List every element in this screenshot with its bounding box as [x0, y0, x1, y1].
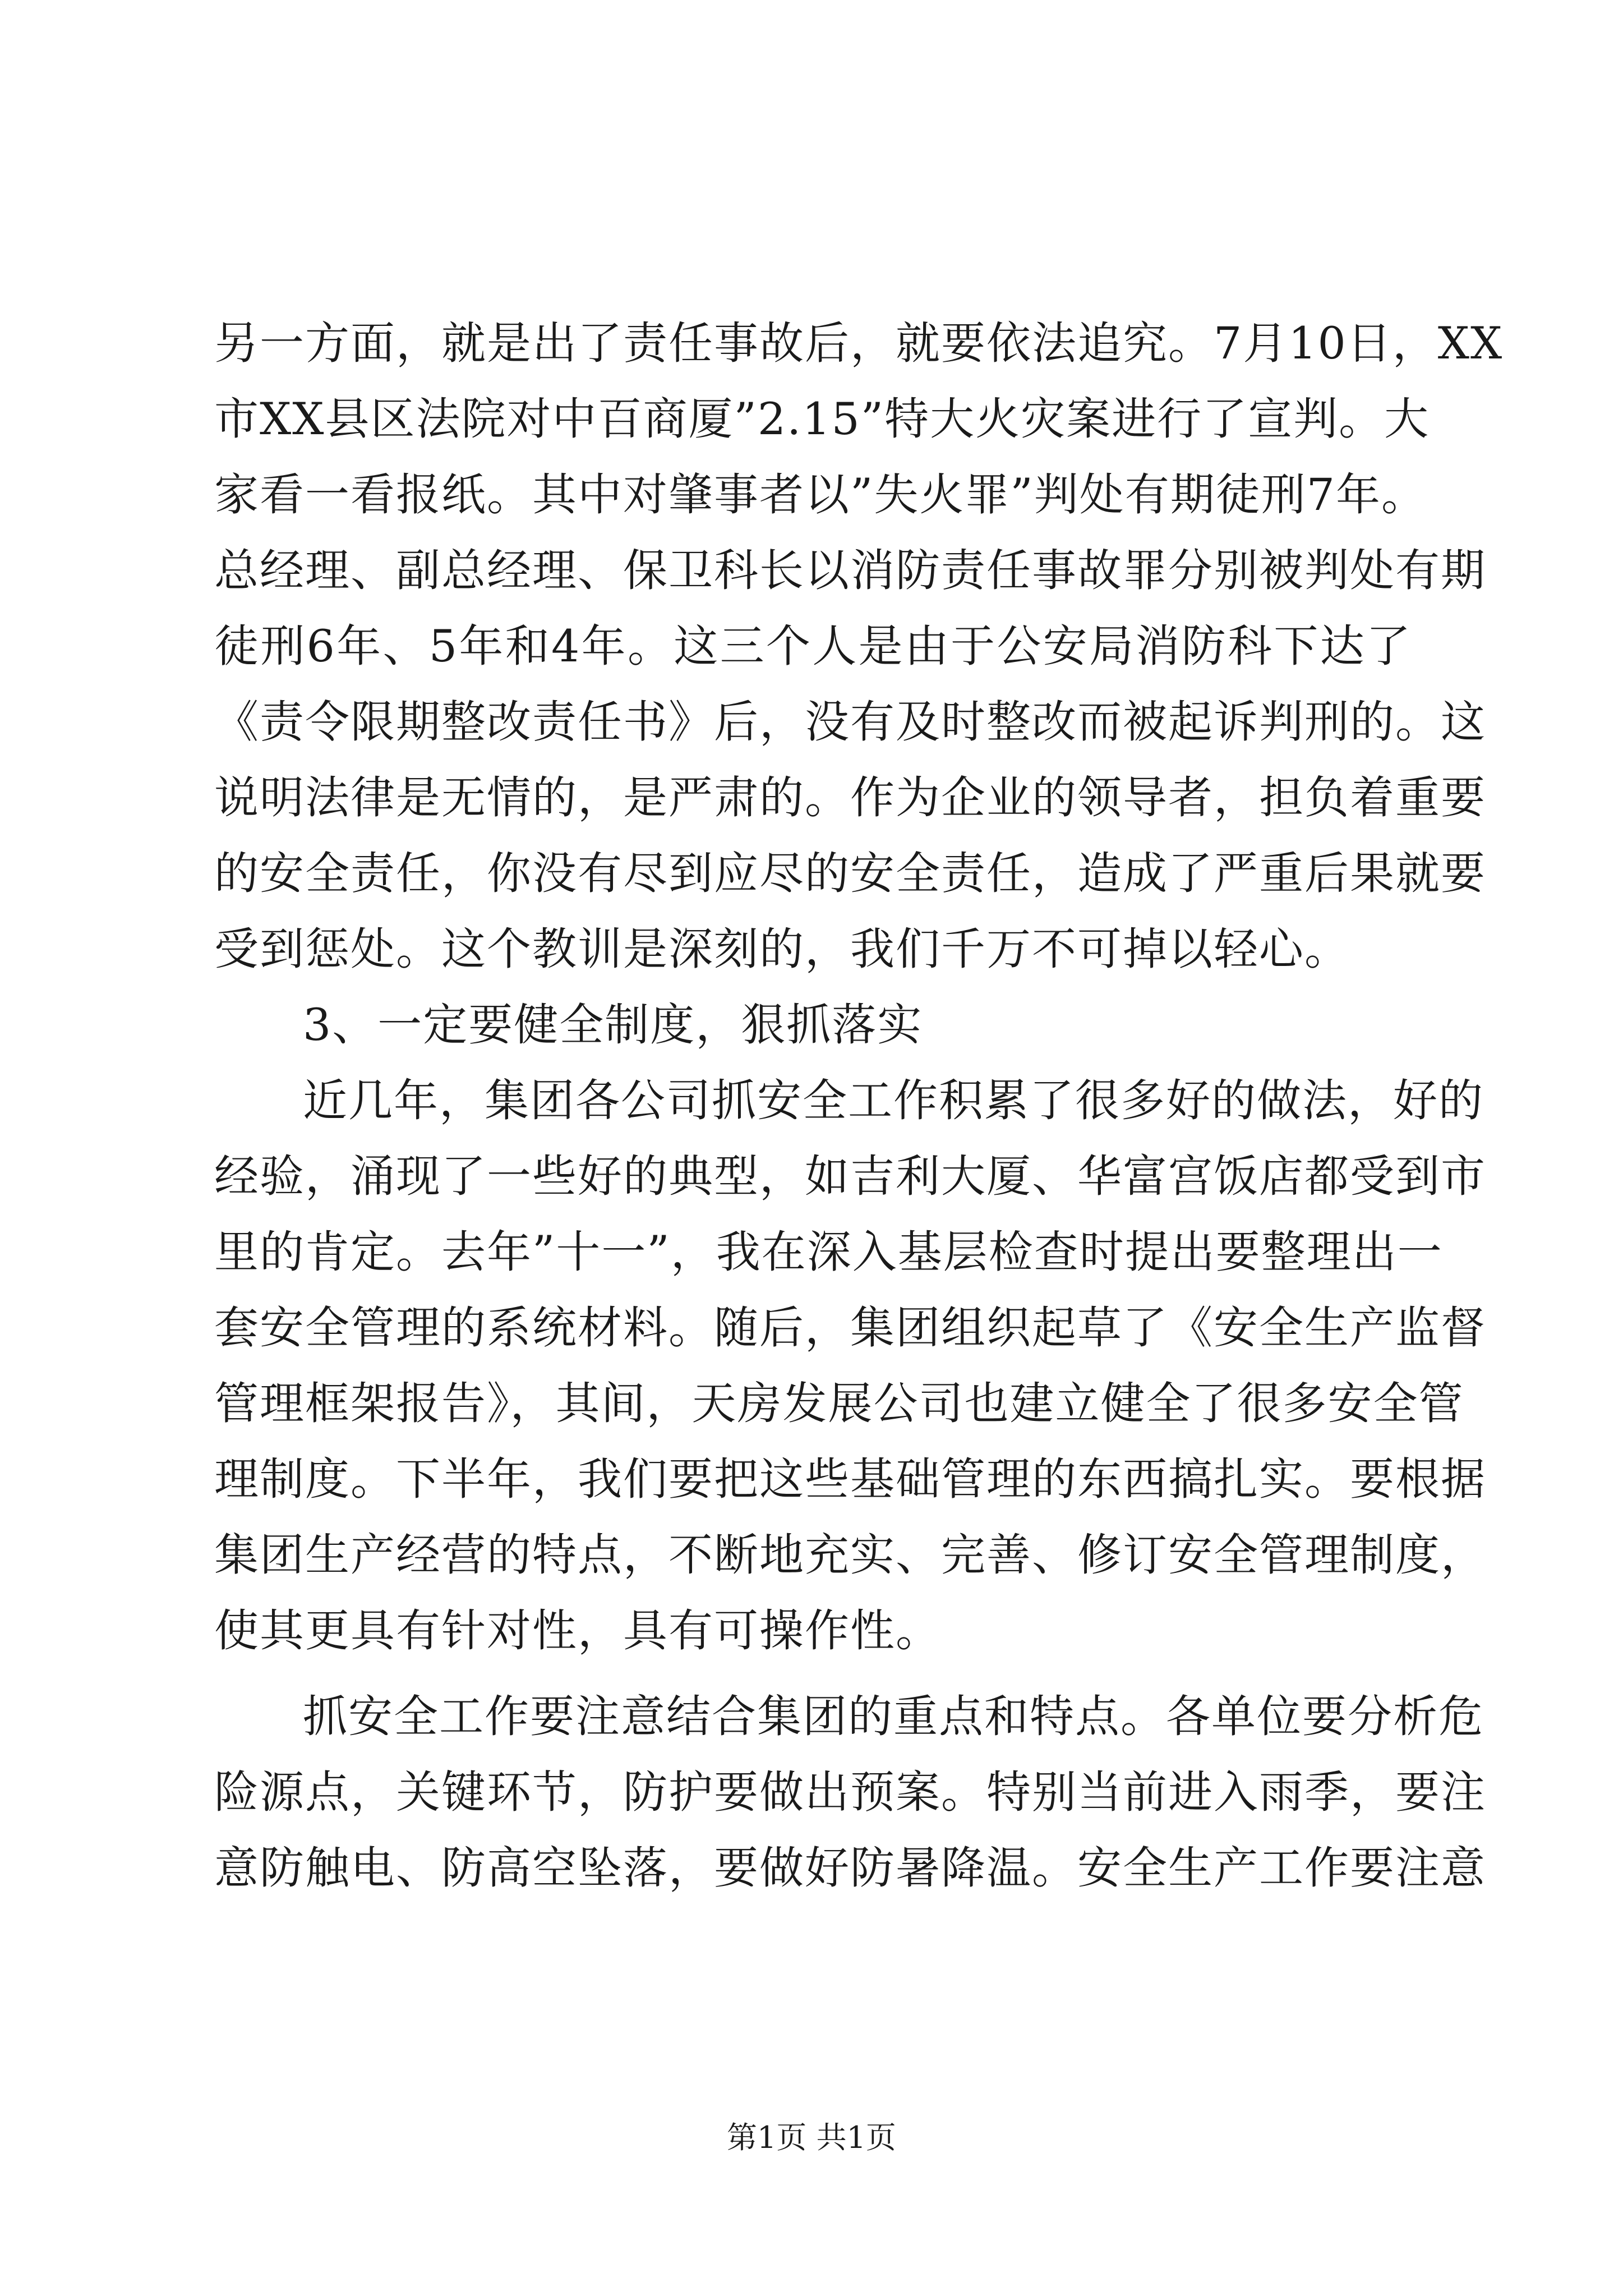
paragraph-line: 险源点，关键环节，防护要做出预案。特别当前进入雨季，要注 [214, 1766, 1486, 1818]
paragraph-line: 另一方面，就是出了责任事故后，就要依法追究。7月10日，XX [214, 318, 1504, 369]
paragraph-line: 套安全管理的系统材料。随后，集团组织起草了《安全生产监督 [214, 1302, 1486, 1354]
paragraph-line: 《责令限期整改责任书》后，没有及时整改而被起诉判刑的。这 [214, 696, 1486, 748]
paragraph-line: 经验，涌现了一些好的典型，如吉利大厦、华富宫饭店都受到市 [214, 1151, 1486, 1202]
paragraph-line: 徒刑6年、5年和4年。这三个人是由于公安局消防科下达了 [214, 620, 1412, 672]
paragraph-line: 意防触电、防高空坠落，要做好防暑降温。安全生产工作要注意 [214, 1842, 1486, 1894]
paragraph-line: 使其更具有针对性，具有可操作性。 [214, 1605, 941, 1657]
document-body [214, 306, 1504, 1906]
paragraph-line: 理制度。下半年，我们要把这些基础管理的东西搞扎实。要根据 [214, 1453, 1486, 1505]
paragraph-line: 的安全责任，你没有尽到应尽的安全责任，造成了严重后果就要 [214, 848, 1486, 899]
paragraph-line: 受到惩处。这个教训是深刻的，我们千万不可掉以轻心。 [214, 923, 1350, 975]
section-heading: 3、一定要健全制度，狠抓落实 [303, 999, 923, 1051]
paragraph-line: 里的肯定。去年”十一”，我在深入基层检查时提出要整理出一 [214, 1226, 1443, 1278]
page-number-footer: 第1页 共1页 [727, 2120, 896, 2155]
paragraph-line: 市XX县区法院对中百商厦”2.15”特大火灾案进行了宣判。大 [214, 393, 1430, 445]
paragraph-line: 家看一看报纸。其中对肇事者以”失火罪”判处有期徒刑7年。 [214, 469, 1427, 521]
paragraph-line: 管理框架报告》，其间，天房发展公司也建立健全了很多安全管 [214, 1378, 1464, 1429]
paragraph-line: 抓安全工作要注意结合集团的重点和特点。各单位要分析危 [303, 1691, 1484, 1742]
paragraph-line: 说明法律是无情的，是严肃的。作为企业的领导者，担负着重要 [214, 772, 1486, 823]
paragraph-line: 总经理、副总经理、保卫科长以消防责任事故罪分别被判处有期 [214, 545, 1486, 596]
paragraph-line: 近几年，集团各公司抓安全工作积累了很多好的做法，好的 [303, 1075, 1484, 1126]
paragraph-line: 集团生产经营的特点，不断地充实、完善、修订安全管理制度， [214, 1529, 1486, 1581]
